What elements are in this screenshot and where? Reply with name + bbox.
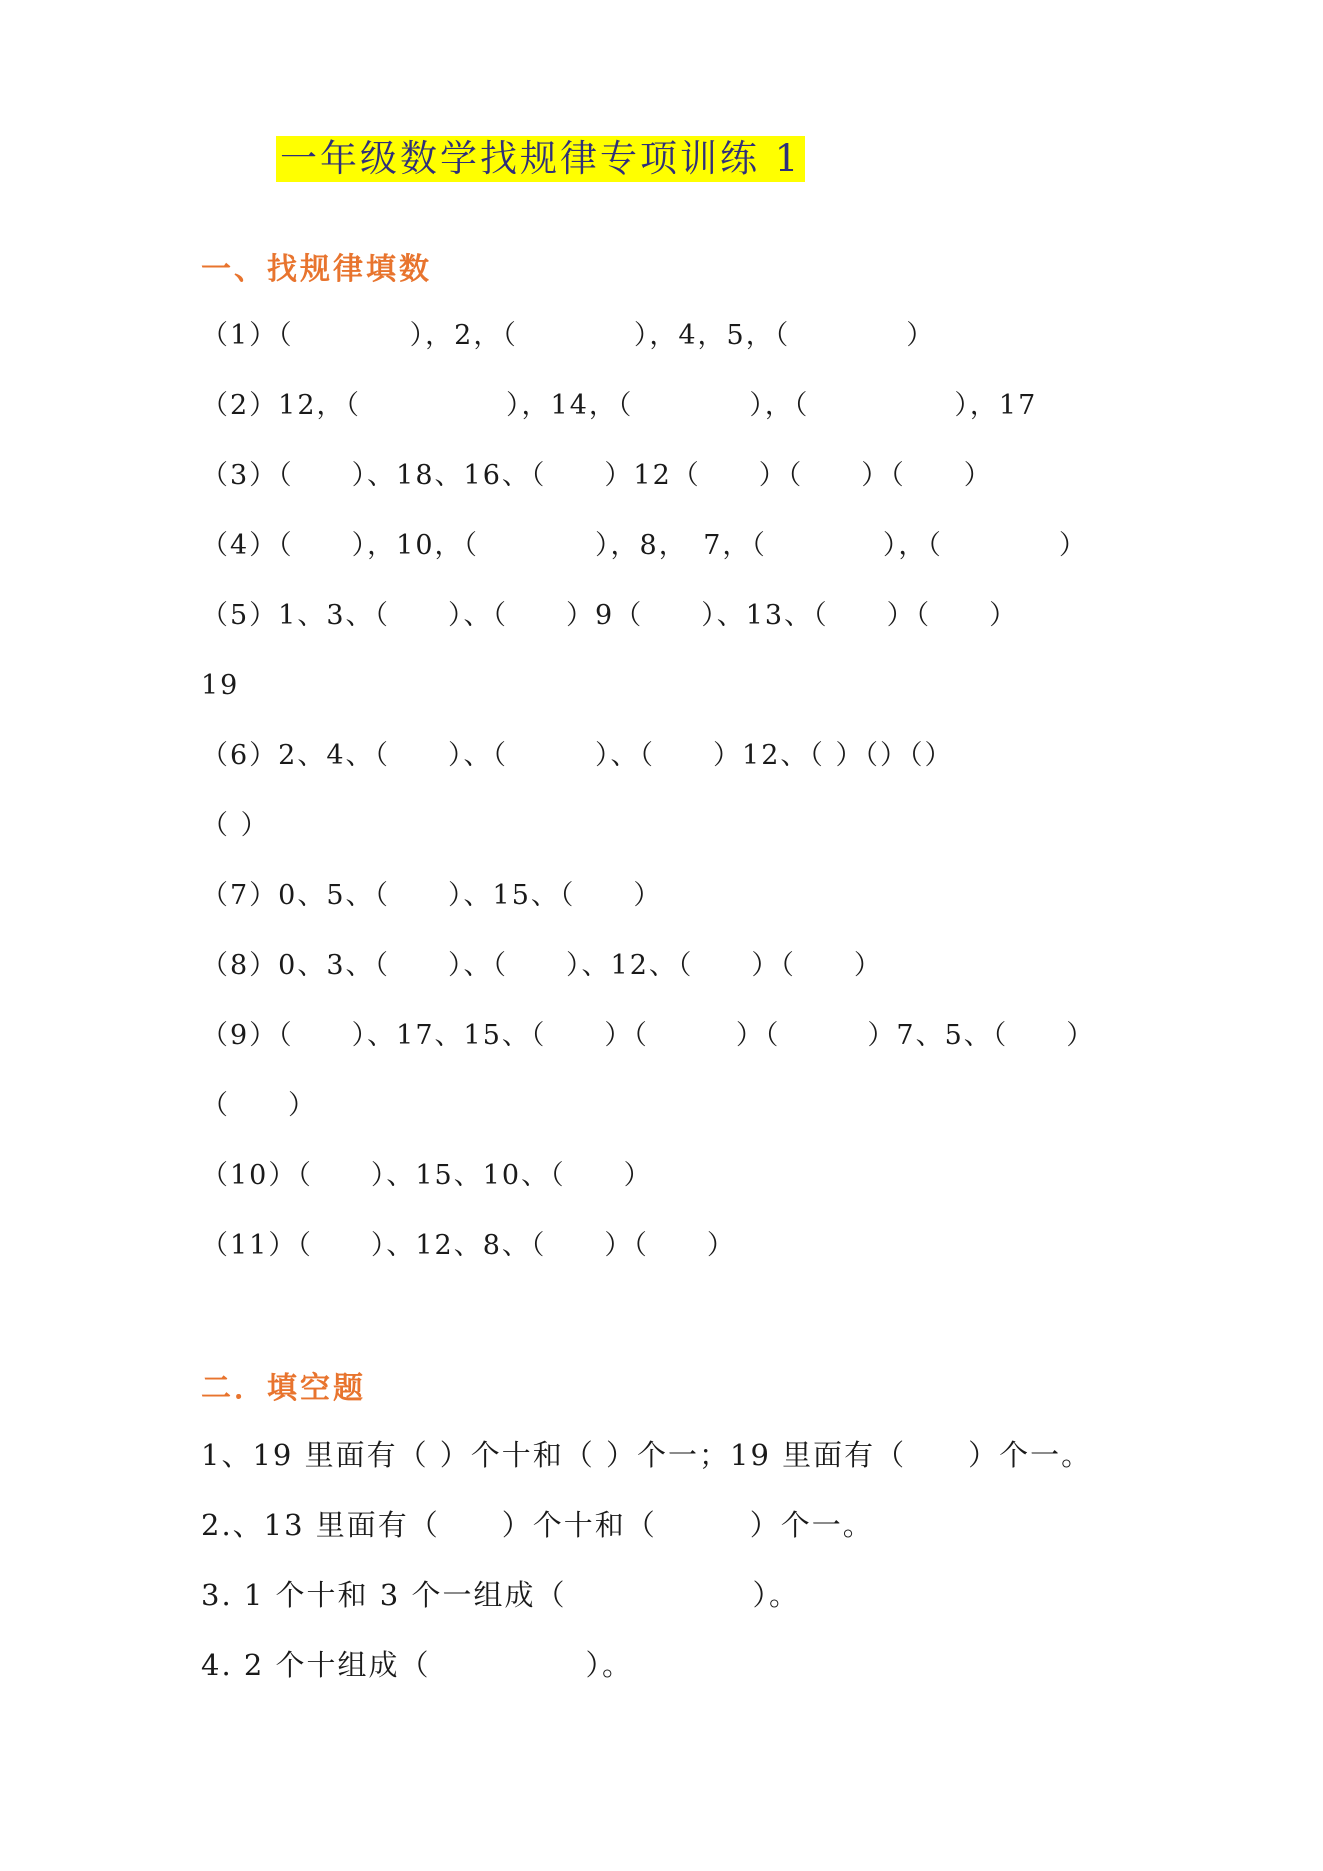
section-heading-fill-blanks: 二．填空题 (201, 1371, 366, 1406)
fill-blank-question: 2.、13 里面有（ ）个十和（ ）个一。 (201, 1508, 874, 1542)
exercise-line: （1）（ ），2，（ ），4，5，（ ） (201, 320, 936, 351)
worksheet-title: 一年级数学找规律专项训练 1 (276, 136, 805, 182)
exercise-line: （8）0、3、（ ）、（ ）、12、（ ）（ ） (201, 950, 883, 981)
exercise-line: （5）1、3、（ ）、（ ）9（ ）、13、（ ）（ ） (201, 600, 1019, 631)
exercise-line-continuation: （ ） (201, 1090, 317, 1121)
exercise-line: （9）（ ）、17、15、（ ）（ ）（ ）7、5、（ ） (201, 1020, 1096, 1051)
exercise-line: （11）（ ）、12、8、（ ）（ ） (201, 1230, 736, 1261)
exercise-line: （2）12，（ ），14，（ ），（ ），17 (201, 390, 1038, 421)
fill-blank-question: 1、19 里面有（ ）个十和（ ）个一；19 里面有（ ）个一。 (201, 1438, 1093, 1472)
exercise-line: （6）2、4、（ ）、（ ）、（ ）12、（ ）（）（） (201, 740, 954, 771)
section-heading-pattern-fill: 一、找规律填数 (201, 252, 432, 287)
fill-blank-question: 3. 1 个十和 3 个一组成（ ）。 (201, 1578, 800, 1612)
exercise-line: （10）（ ）、15、10、（ ） (201, 1160, 653, 1191)
exercise-line: （7）0、5、（ ）、15、（ ） (201, 880, 663, 911)
exercise-line: （3）（ ）、18、16、（ ）12（ ）（ ）（ ） (201, 460, 993, 491)
fill-blank-question: 4. 2 个十组成（ ）。 (201, 1648, 634, 1682)
exercise-line: （4）（ ），10，（ ），8， 7，（ ），（ ） (201, 530, 1088, 561)
exercise-line-continuation: 19 (201, 670, 240, 701)
exercise-line-continuation: （ ） (201, 810, 270, 841)
